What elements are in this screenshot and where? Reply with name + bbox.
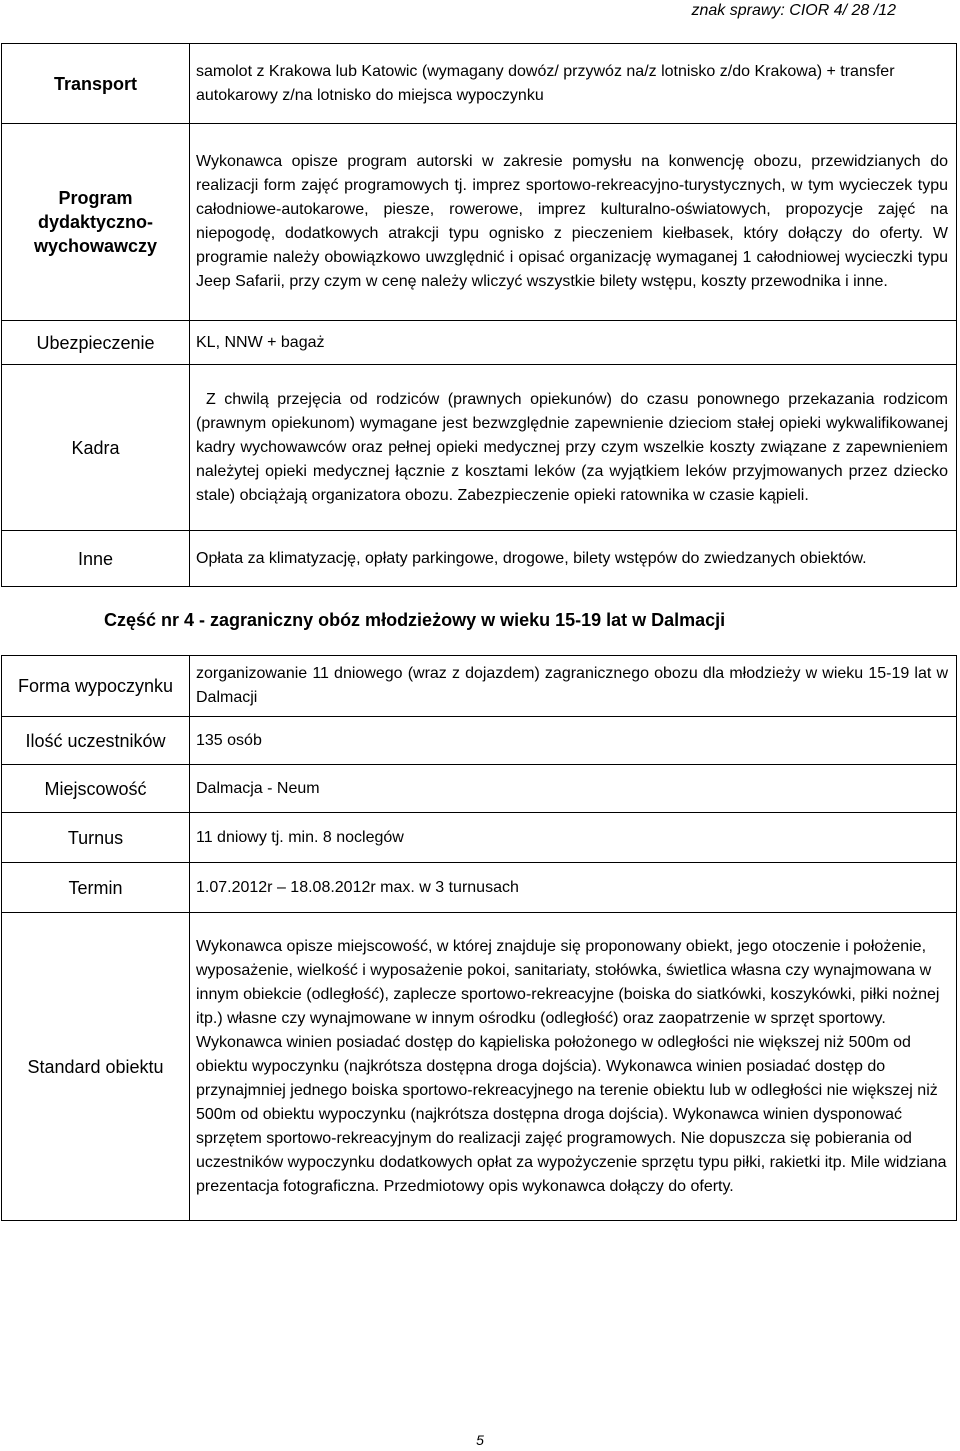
table-row-program bbox=[2, 124, 957, 321]
value-other: Opłata za klimatyzację, opłaty parkingowe, drogowe, bilety wstępów do zwiedzanych obiektów. bbox=[190, 531, 957, 587]
value-insurance: KL, NNW + bagaż bbox=[190, 321, 957, 365]
table-row-date bbox=[2, 863, 957, 913]
table-row-other bbox=[2, 531, 957, 587]
table-row-location bbox=[2, 765, 957, 813]
value-program: Wykonawca opisze program autorski w zakresie pomysłu na konwencję obozu, przewidzianych do realizacji form zajęć programowych tj. imprez sportowo-rekreacyjno-turystycznych, w tym wycieczek typu całodniowe-autokarowe, piesze, rowerowe, imprez kulturalno-oświatowych, propozycje zajęć na niepogodę, dodatkowych atrakcji typu ognisko z pieczeniem kiełbasek, który dołączy do oferty. W programie należy obowiązkowo uwzględnić i opisać organizację wymaganej 1 całodniowej wycieczki typu Jeep Safarii, przy czym w cenę należy wliczyć wszystkie bilety wstępu, koszty przewodnika i inne. bbox=[190, 124, 957, 321]
section-title: Część nr 4 - zagraniczny obóz młodzieżowy w wieku 15-19 lat w Dalmacji bbox=[104, 610, 726, 630]
requirements-table-part4 bbox=[1, 655, 957, 1221]
table-row-insurance bbox=[2, 321, 957, 365]
label-standard: Standard obiektu bbox=[2, 913, 190, 1221]
value-turn: 11 dniowy tj. min. 8 noclegów bbox=[190, 813, 957, 863]
label-date: Termin bbox=[2, 863, 190, 913]
table-row-form bbox=[2, 656, 957, 717]
requirements-table-part3 bbox=[1, 43, 957, 587]
value-form: zorganizowanie 11 dniowego (wraz z dojazdem) zagranicznego obozu dla młodzieży w wieku 15-19 lat w Dalmacji bbox=[190, 656, 957, 717]
label-form: Forma wypoczynku bbox=[2, 656, 190, 717]
table-row-turn bbox=[2, 813, 957, 863]
value-standard: Wykonawca opisze miejscowość, w której znajduje się proponowany obiekt, jego otoczenie i położenie, wyposażenie, wielkość i wyposażenie pokoi, sanitariaty, stołówka, świetlica własna czy wynajmowana w innym obiekcie (odległość), zaplecze sportowo-rekreacyjne (boiska do siatkówki, koszykówki, piłki nożnej itp.) własne czy wynajmowane w innym ośrodku (odległość) oraz zaopatrzenie w sprzęt sportowy. Wykonawca winien posiadać dostęp do kąpieliska położonego w odległości nie większej niż 500m od obiektu wypoczynku (najkrótsza dostępna droga dojścia). Wykonawca winien posiadać dostęp do przynajmniej jednego boiska sportowo-rekreacyjnego na terenie obiektu lub w odległości nie większej niż 500m od obiektu wypoczynku (najkrótsza dostępna droga dojścia). Wykonawca winien dysponować sprzętem sportowo-rekreacyjnym do realizacji zajęć programowych. Nie dopuszcza się pobierania od uczestników wypoczynku dodatkowych opłat za wypożyczenie sprzętu typu piłki, rakietki itp. Mile widziana prezentacja fotograficzna. Przedmiotowy opis wykonawca dołączy do oferty. bbox=[190, 913, 957, 1221]
page-number: 5 bbox=[476, 1432, 484, 1448]
value-transport: samolot z Krakowa lub Katowic (wymagany dowóz/ przywóz na/z lotnisko z/do Krakowa) + transfer autokarowy z/na lotnisko do miejsca wypoczynku bbox=[190, 44, 957, 124]
label-location: Miejscowość bbox=[2, 765, 190, 813]
label-staff: Kadra bbox=[2, 365, 190, 531]
table-row-transport bbox=[2, 44, 957, 124]
table-row-standard bbox=[2, 913, 957, 1221]
label-turn: Turnus bbox=[2, 813, 190, 863]
value-date: 1.07.2012r – 18.08.2012r max. w 3 turnusach bbox=[190, 863, 957, 913]
value-location: Dalmacja - Neum bbox=[190, 765, 957, 813]
label-other: Inne bbox=[2, 531, 190, 587]
label-insurance: Ubezpieczenie bbox=[2, 321, 190, 365]
label-program: Program dydaktyczno-wychowawczy bbox=[2, 124, 190, 321]
table-row-staff bbox=[2, 365, 957, 531]
case-number: znak sprawy: CIOR 4/ 28 /12 bbox=[691, 2, 896, 19]
label-participants: Ilość uczestników bbox=[2, 717, 190, 765]
value-participants: 135 osób bbox=[190, 717, 957, 765]
table-row-participants bbox=[2, 717, 957, 765]
value-staff: Z chwilą przejęcia od rodziców (prawnych opiekunów) do czasu ponownego przekazania rodzicom (prawnym opiekunom) wymagane jest bezwzględnie zapewnienie dzieciom stałej opieki wykwalifikowanej kadry wychowawców oraz pełnej opieki medycznej przy czym wszelkie koszty związane z zapewnieniem należytej opieki medycznej łącznie z kosztami leków (za wyjątkiem leków przyjmowanych przez dziecko stale) obciążają organizatora obozu. Zabezpieczenie opieki ratownika w czasie kąpieli. bbox=[190, 365, 957, 531]
label-transport: Transport bbox=[2, 44, 190, 124]
